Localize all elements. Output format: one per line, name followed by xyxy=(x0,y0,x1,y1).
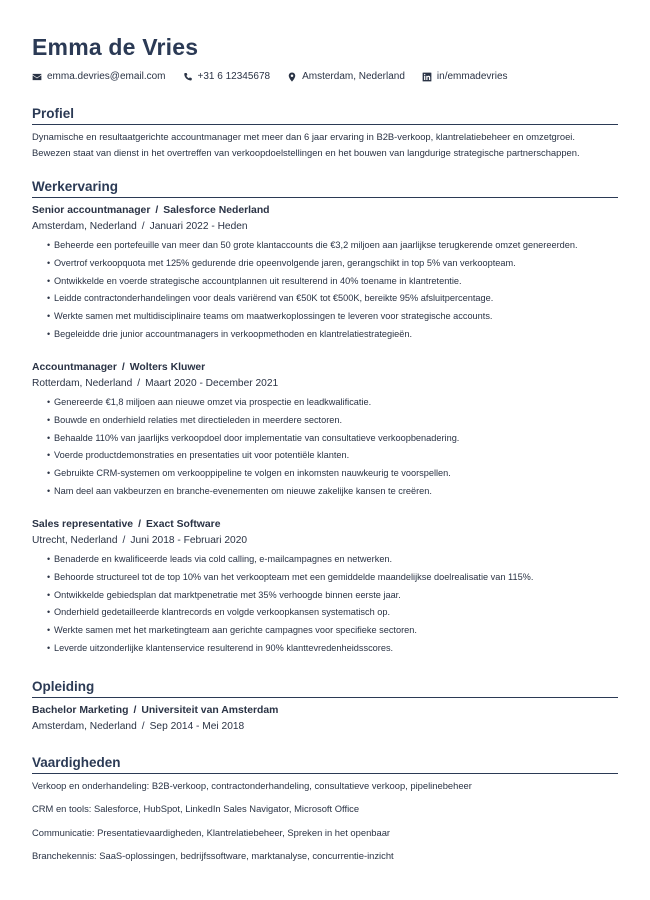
job-company: Wolters Kluwer xyxy=(129,361,206,373)
job-bullets xyxy=(32,239,618,340)
location-text: Amsterdam, Nederland xyxy=(302,71,405,82)
list-item: • Leidde contractonderhandelingen voor deals variërend van €50K tot €500K, bereikte 95% afsluitpercentage. xyxy=(48,292,618,304)
job-meta-line xyxy=(32,534,618,548)
contact-bar xyxy=(32,71,618,82)
list-item: • Bouwde en onderhield relaties met directieleden in meerdere sectoren. xyxy=(48,414,618,426)
contact-location xyxy=(287,71,405,82)
profile-heading: Profiel xyxy=(32,105,618,125)
job-role: Senior accountmanager xyxy=(32,205,151,216)
separator: / xyxy=(141,221,145,232)
list-item: • Voerde productdemonstraties en presentaties uit voor potentiële klanten. xyxy=(48,449,618,461)
linkedin-text: in/emmadevries xyxy=(436,71,508,82)
job-title-line xyxy=(32,361,618,375)
job-title-line xyxy=(32,518,618,532)
job-period: Juni 2018 - Februari 2020 xyxy=(130,534,248,546)
job-title-line xyxy=(32,204,618,218)
job-company: Salesforce Nederland xyxy=(163,205,270,216)
skill-line: CRM en tools: Salesforce, HubSpot, LinkedIn Sales Navigator, Microsoft Office xyxy=(32,803,360,815)
education-location: Amsterdam, Nederland xyxy=(32,720,137,732)
list-item: • Genereerde €1,8 miljoen aan nieuwe omzet via prospectie en leadkwalificatie. xyxy=(48,396,618,408)
job-meta-line xyxy=(32,377,618,391)
linkedin-icon xyxy=(422,72,432,82)
skills-section xyxy=(32,754,618,863)
education-section xyxy=(32,678,618,734)
skill-line: Branchekennis: SaaS-oplossingen, bedrijfssoftware, marktanalyse, concurrentie-inzicht xyxy=(32,850,394,862)
contact-linkedin[interactable] xyxy=(422,71,508,82)
list-item: • Beheerde een portefeuille van meer dan 50 grote klantaccounts die €3,2 miljoen aan jaarlijkse terugkerende omzet genereerden. xyxy=(48,239,618,251)
experience-heading: Werkervaring xyxy=(32,178,618,198)
separator: / xyxy=(138,518,141,530)
school: Universiteit van Amsterdam xyxy=(141,704,279,716)
list-item: • Begeleidde drie junior accountmanagers in verkoopmethoden en klantrelatiestrategieën. xyxy=(48,328,618,340)
job-role: Accountmanager xyxy=(32,361,117,373)
degree: Bachelor Marketing xyxy=(32,704,129,716)
skill-line: Communicatie: Presentatievaardigheden, Klantrelatiebeheer, Spreken in het openbaar xyxy=(32,826,391,838)
job-location: Utrecht, Nederland xyxy=(32,534,118,546)
job-period: Maart 2020 - December 2021 xyxy=(145,377,279,389)
separator: / xyxy=(155,205,159,216)
education-meta-line xyxy=(32,720,618,734)
separator: / xyxy=(122,534,126,546)
job-bullets xyxy=(32,553,618,654)
job-entry xyxy=(32,204,618,340)
separator: / xyxy=(121,361,125,373)
list-item: • Ontwikkelde en voerde strategische accountplannen uit resulterend in 40% toename in klantretentie. xyxy=(48,275,618,287)
list-item: • Benaderde en kwalificeerde leads via cold calling, e-mailcampagnes en netwerken. xyxy=(48,553,618,565)
location-pin-icon xyxy=(287,72,297,82)
job-meta-line xyxy=(32,220,618,234)
experience-section xyxy=(32,178,618,654)
job-role: Sales representative xyxy=(32,518,134,530)
education-period: Sep 2014 - Mei 2018 xyxy=(149,720,245,732)
profile-line-2: Bewezen staat van dienst in het overtreffen van verkoopdoelstellingen en het bouwen van langdurige strategische partnerschappen. xyxy=(32,147,580,158)
job-entry xyxy=(32,361,618,497)
list-item: • Ontwikkelde gebiedsplan dat marktpenetratie met 35% verhoogde binnen eerste jaar. xyxy=(48,589,618,601)
list-item: • Werkte samen met het marketingteam aan gerichte campagnes voor specifieke sectoren. xyxy=(48,624,618,636)
phone-text: +31 6 12345678 xyxy=(197,71,271,82)
list-item: • Nam deel aan vakbeurzen en branche-evenementen om nieuwe zakelijke kansen te creëren. xyxy=(48,485,618,497)
profile-line-1: Dynamische en resultaatgerichte accountmanager met meer dan 6 jaar ervaring in B2B-verkoop, klantrelatiebeheer en omzetgroei. xyxy=(32,131,575,142)
profile-section xyxy=(32,105,618,161)
skills-heading: Vaardigheden xyxy=(32,754,618,774)
education-entry xyxy=(32,704,618,734)
email-text: emma.devries@email.com xyxy=(47,71,166,82)
separator: / xyxy=(141,720,145,732)
candidate-name: Emma de Vries xyxy=(32,34,199,60)
skill-line: Verkoop en onderhandeling: B2B-verkoop, contractonderhandeling, consultatieve verkoop, pipelinebeheer xyxy=(32,779,472,791)
contact-phone[interactable] xyxy=(183,71,271,82)
job-entry xyxy=(32,518,618,654)
list-item: • Onderhield gedetailleerde klantrecords en volgde verkoopkansen systematisch op. xyxy=(48,606,618,618)
list-item: • Gebruikte CRM-systemen om verkooppipeline te volgen en inkomsten nauwkeurig te voorspellen. xyxy=(48,467,618,479)
contact-email[interactable] xyxy=(32,71,166,82)
separator: / xyxy=(133,704,137,716)
list-item: • Overtrof verkoopquota met 125% gedurende drie opeenvolgende jaren, gerangschikt in top 5% van verkoopteam. xyxy=(48,257,618,269)
skills-list xyxy=(32,780,618,863)
list-item: • Leverde uitzonderlijke klantenservice resulterend in 90% klanttevredenheidsscores. xyxy=(48,642,618,654)
list-item: • Behaalde 110% van jaarlijks verkoopdoel door implementatie van consultatieve verkoopbenadering. xyxy=(48,432,618,444)
job-period: Januari 2022 - Heden xyxy=(149,221,248,232)
list-item: • Behoorde structureel tot de top 10% van het verkoopteam met een gemiddelde maandelijkse doelrealisatie van 115%. xyxy=(48,571,618,583)
education-heading: Opleiding xyxy=(32,678,618,698)
education-title-line xyxy=(32,704,618,718)
separator: / xyxy=(137,377,141,389)
phone-icon xyxy=(183,72,193,82)
mail-icon xyxy=(32,72,42,82)
job-location: Rotterdam, Nederland xyxy=(32,377,133,389)
job-bullets xyxy=(32,396,618,497)
profile-summary xyxy=(32,129,618,161)
job-location: Amsterdam, Nederland xyxy=(32,221,137,232)
list-item: • Werkte samen met multidisciplinaire teams om maatwerkoplossingen te leveren voor strategische accounts. xyxy=(48,310,618,322)
job-company: Exact Software xyxy=(145,518,221,530)
